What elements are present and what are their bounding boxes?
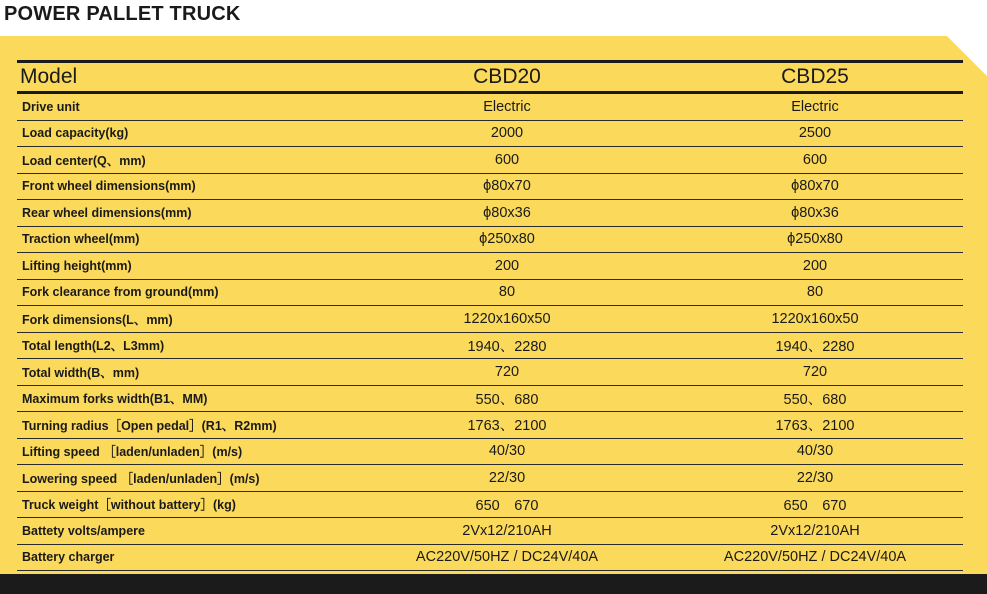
spec-value-cbd20: 1763、2100 (347, 412, 667, 439)
spec-value-cbd25: 1763、2100 (667, 412, 963, 439)
table-row (17, 412, 963, 439)
spec-value-cbd25: 22/30 (667, 465, 963, 492)
spec-label: Drive unit (17, 93, 347, 121)
spec-label: Load capacity(kg) (17, 120, 347, 147)
spec-value-cbd20: AC220V/50HZ / DC24V/40A (347, 544, 667, 571)
spec-value-cbd20: 40/30 (347, 438, 667, 465)
header-cbd25: CBD25 (667, 62, 963, 93)
spec-value-cbd25: Electric (667, 93, 963, 121)
table-row (17, 332, 963, 359)
spec-value-cbd25: ϕ80x70 (667, 173, 963, 200)
spec-label: Turning radius［Open pedal］(R1、R2mm) (17, 412, 347, 439)
spec-value-cbd25: 2Vx12/210AH (667, 518, 963, 545)
table-row (17, 491, 963, 518)
spec-table (17, 60, 963, 571)
spec-value-cbd25: 550、680 (667, 385, 963, 412)
table-row (17, 359, 963, 386)
spec-value-cbd25: 1940、2280 (667, 332, 963, 359)
table-row (17, 120, 963, 147)
table-row (17, 173, 963, 200)
spec-value-cbd20: 80 (347, 279, 667, 306)
spec-label: Fork clearance from ground(mm) (17, 279, 347, 306)
table-row (17, 544, 963, 571)
spec-value-cbd25: ϕ250x80 (667, 226, 963, 253)
spec-label: Lifting height(mm) (17, 253, 347, 280)
spec-value-cbd25: 720 (667, 359, 963, 386)
spec-value-cbd25: 1220x160x50 (667, 306, 963, 333)
spec-label: Fork dimensions(L、mm) (17, 306, 347, 333)
spec-label: Lowering speed ［laden/unladen］(m/s) (17, 465, 347, 492)
spec-value-cbd20: ϕ80x36 (347, 200, 667, 227)
table-row (17, 226, 963, 253)
spec-value-cbd25: 80 (667, 279, 963, 306)
spec-value-cbd20: ϕ80x70 (347, 173, 667, 200)
table-row (17, 306, 963, 333)
spec-label: Battety volts/ampere (17, 518, 347, 545)
spec-value-cbd20: 1220x160x50 (347, 306, 667, 333)
spec-label: Truck weight［without battery］(kg) (17, 491, 347, 518)
spec-value-cbd20: 650 670 (347, 491, 667, 518)
spec-label: Front wheel dimensions(mm) (17, 173, 347, 200)
table-row (17, 518, 963, 545)
spec-value-cbd20: 2000 (347, 120, 667, 147)
table-row (17, 465, 963, 492)
table-header-row (17, 62, 963, 93)
page-title: POWER PALLET TRUCK (4, 3, 241, 25)
spec-value-cbd25: 2500 (667, 120, 963, 147)
spec-value-cbd25: 200 (667, 253, 963, 280)
spec-label: Traction wheel(mm) (17, 226, 347, 253)
spec-value-cbd20: ϕ250x80 (347, 226, 667, 253)
spec-label: Load center(Q、mm) (17, 147, 347, 174)
bottom-bar (0, 574, 987, 594)
spec-label: Total length(L2、L3mm) (17, 332, 347, 359)
spec-value-cbd20: 2Vx12/210AH (347, 518, 667, 545)
spec-value-cbd25: 600 (667, 147, 963, 174)
spec-value-cbd25: 40/30 (667, 438, 963, 465)
table-row (17, 279, 963, 306)
table-row (17, 438, 963, 465)
spec-value-cbd20: Electric (347, 93, 667, 121)
spec-value-cbd20: 1940、2280 (347, 332, 667, 359)
table-row (17, 93, 963, 121)
spec-value-cbd20: 550、680 (347, 385, 667, 412)
table-row (17, 147, 963, 174)
spec-value-cbd20: 200 (347, 253, 667, 280)
header-model: Model (17, 62, 347, 93)
spec-label: Battery charger (17, 544, 347, 571)
spec-value-cbd25: 650 670 (667, 491, 963, 518)
header-cbd20: CBD20 (347, 62, 667, 93)
spec-value-cbd25: ϕ80x36 (667, 200, 963, 227)
spec-value-cbd25: AC220V/50HZ / DC24V/40A (667, 544, 963, 571)
spec-value-cbd20: 720 (347, 359, 667, 386)
spec-label: Total width(B、mm) (17, 359, 347, 386)
spec-value-cbd20: 22/30 (347, 465, 667, 492)
table-row (17, 200, 963, 227)
spec-label: Lifting speed ［laden/unladen］(m/s) (17, 438, 347, 465)
table-row (17, 385, 963, 412)
spec-label: Maximum forks width(B1、MM) (17, 385, 347, 412)
table-row (17, 253, 963, 280)
spec-value-cbd20: 600 (347, 147, 667, 174)
spec-label: Rear wheel dimensions(mm) (17, 200, 347, 227)
